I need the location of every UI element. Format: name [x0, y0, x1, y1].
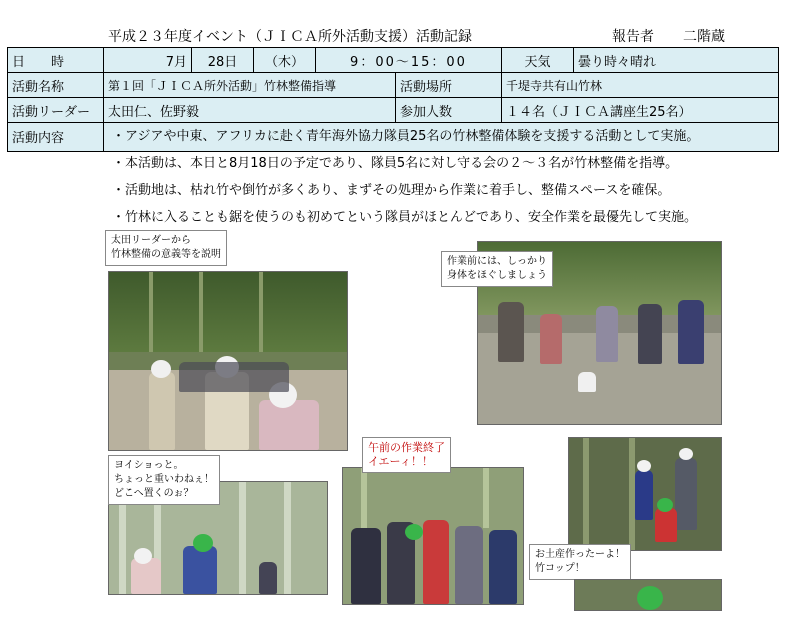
leader-label: 活動リーダー [8, 98, 104, 123]
caption-group [362, 437, 451, 473]
caption-text: 午前の作業終了 [368, 441, 445, 454]
caption-text: 太田リーダーから [111, 235, 191, 246]
caption-text: 作業前には、しっかり [447, 256, 547, 267]
photo-partial [574, 579, 722, 611]
content-row [8, 123, 779, 152]
photo-group [342, 467, 524, 605]
participants-label: 参加人数 [396, 98, 502, 123]
activity-place-value: 千堤寺共有山竹林 [502, 73, 779, 98]
caption-briefing [105, 230, 227, 266]
activity-name-label: 活動名称 [8, 73, 104, 98]
content-bullet: ・アジアや中東、アフリカに赴く青年海外協力隊員25名の竹林整備体験を支援する活動として実施。 [112, 129, 700, 144]
caption-stretching [441, 251, 553, 287]
content-bullets [112, 128, 699, 236]
date-weekday: （木） [254, 48, 316, 73]
caption-bamboo-cups [529, 544, 631, 580]
content-cell [104, 123, 779, 574]
weather-label: 天気 [502, 48, 574, 73]
activity-place-label: 活動場所 [396, 73, 502, 98]
content-bullet: ・本活動は、本日と8月18日の予定であり、隊員5名に対し守る会の２～３名が竹林整備を指導。 [112, 156, 679, 171]
caption-carrying [108, 455, 220, 505]
caption-text: 竹コップ！ [535, 563, 585, 574]
content-label: 活動内容 [8, 123, 104, 152]
caption-text: イエーィ！！ [368, 455, 434, 468]
activity-name-value: 第１回「ＪＩＣＡ所外活動」竹林整備指導 [104, 73, 396, 98]
name-row [8, 73, 779, 98]
date-label: 日 時 [8, 48, 104, 73]
weather-value: 曇り時々晴れ [574, 48, 779, 73]
caption-text: 身体をほぐしましょう [447, 270, 547, 281]
report-title: 平成２３年度イベント（ＪＩＣＡ所外活動支援）活動記録 [108, 29, 472, 45]
time-range: 9：00～15：00 [316, 48, 502, 73]
caption-text: ちょっと重いわねぇ！ [114, 474, 214, 485]
caption-text: 竹林整備の意義等を説明 [111, 249, 221, 260]
date-day: 28日 [192, 48, 254, 73]
leader-value: 太田仁、佐野毅 [104, 98, 396, 123]
date-month: 7月 [104, 48, 192, 73]
report-header [0, 0, 789, 47]
caption-text: どこへ置くのぉ？ [114, 488, 194, 499]
caption-text: ヨイショっと。 [114, 460, 184, 471]
content-bullet: ・活動地は、枯れ竹や倒竹が多くあり、まずその処理から作業に着手し、整備スペースを確保。 [112, 183, 671, 198]
date-row [8, 48, 779, 73]
caption-text: お土産作ったーよ！ [535, 549, 625, 560]
content-bullet: ・竹林に入ることも鋸を使うのも初めてという隊員がほとんどであり、安全作業を最優先して実施。 [112, 210, 698, 225]
participants-value: １４名（ＪＩＣＡ講座生25名） [502, 98, 779, 123]
activity-record-table [7, 47, 779, 574]
leader-row [8, 98, 779, 123]
photo-bamboo-cups [568, 437, 722, 551]
reporter-name: 二階蔵 [683, 29, 725, 45]
reporter-label: 報告者 [612, 29, 654, 45]
photo-briefing [108, 271, 348, 451]
